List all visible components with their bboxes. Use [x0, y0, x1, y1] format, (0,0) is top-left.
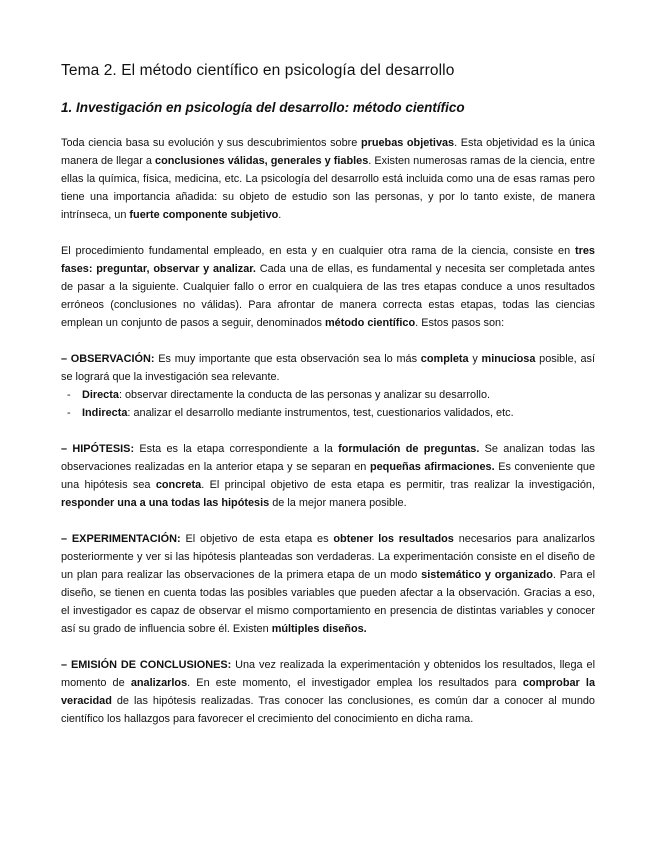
text-run: Esta es la etapa correspondiente a la [134, 443, 339, 455]
text-run: de las hipótesis realizadas. Tras conocer las conclusiones, es común dar a conocer al mundo científico los hallazgos para favorecer el crecimiento del conocimiento en dicha rama. [61, 695, 595, 725]
text-run: Toda ciencia basa su evolución y sus descubrimientos sobre [61, 137, 361, 149]
text-run: Es conveniente que una hipótesis sea [61, 461, 596, 491]
bold-text: – HIPÓTESIS: [61, 443, 135, 455]
text-run: . Esta objetividad es la única manera de llegar a [61, 137, 595, 167]
text-run: y [468, 353, 482, 365]
text-run: de la mejor manera posible. [269, 497, 407, 509]
bold-text: concreta [155, 479, 202, 491]
text-run: El procedimiento fundamental empleado, en esta y en cualquier otra rama de la ciencia, consiste en [61, 245, 576, 257]
bold-text: fuerte componente subjetivo [129, 209, 279, 221]
bold-text: – EMISIÓN DE CONCLUSIONES: [61, 659, 232, 671]
text-run: necesarios para analizarlos posteriormente y ver si las hipótesis planteadas son verdaderas. La experimentación consiste en el diseño de un plan para realizar las observaciones de la primera etapa de un modo [61, 533, 595, 581]
bold-text: – EXPERIMENTACIÓN: [61, 533, 181, 545]
bold-text: minuciosa [481, 353, 536, 365]
bold-text: formulación de preguntas. [338, 443, 480, 455]
procedure-paragraph [61, 242, 595, 332]
document-title: Tema 2. El método científico en psicología del desarrollo [61, 62, 455, 79]
bold-text: tres fases: preguntar, observar y analizar. [61, 245, 595, 275]
bold-text: múltiples diseños. [271, 623, 367, 635]
text-run: . En este momento, el investigador emplea los resultados para [187, 677, 523, 689]
bold-text: comprobar la veracidad [61, 677, 596, 707]
observation-section [61, 350, 595, 422]
text-run: Una vez realizada la experimentación y obtenidos los resultados, llega el momento de [61, 659, 595, 689]
text-run: . [278, 209, 282, 221]
bold-text: pequeñas afirmaciones. [369, 461, 495, 473]
text-run: : analizar el desarrollo mediante instrumentos, test, cuestionarios validados, etc. [127, 407, 514, 419]
bold-text: obtener los resultados [333, 533, 454, 545]
list-item-text [82, 389, 490, 401]
text-run: . Existen numerosas ramas de la ciencia, entre ellas la química, física, medicina, etc. La psicología del desarrollo está incluida como una de esas ramas pero tiene una importancia añadida: su objeto de estudio son las personas, y por lo tanto existe, de manera intrínseca, un [61, 155, 596, 221]
text-run: Es muy importante que esta observación sea lo más [154, 353, 421, 365]
text-run: Cada una de ellas, es fundamental y necesita ser completada antes de pasar a la siguiente. Cualquier fallo o error en cualquiera de las tres etapas conduce a unos resultados erróneos (conclusiones no válidas). Para afrontar de manera correcta estas etapas, todas las ciencias emplean un conjunto de pasos a seguir, denominados [61, 263, 595, 329]
hypothesis-paragraph [61, 440, 595, 512]
intro-paragraph [61, 134, 595, 224]
observation-paragraph [61, 350, 595, 386]
section-heading: 1. Investigación en psicología del desarrollo: método científico [61, 100, 465, 115]
list-item-text [82, 407, 514, 419]
bold-text: completa [420, 353, 469, 365]
text-run: . Estos pasos son: [415, 317, 505, 329]
bold-text: analizarlos [130, 677, 188, 689]
list-item [61, 404, 595, 422]
text-run: El objetivo de esta etapa es [180, 533, 334, 545]
text-run: . Para el diseño, se tienen en cuenta todas las posibles variables que pueden afectar a la observación. Gracias a eso, el investigador es capaz de observar el mismo comportamiento en presencia de distintas variables y conocer así su grado de influencia sobre él. Existen [61, 569, 596, 635]
bold-text: método científico [324, 317, 416, 329]
dash-bullet: - [67, 389, 71, 401]
text-run: . El principal objetivo de esta etapa es permitir, tras realizar la investigación, [201, 479, 595, 491]
conclusions-paragraph [61, 656, 595, 728]
bold-text: Indirecta [82, 407, 128, 419]
text-run: Se analizan todas las observaciones realizadas en la anterior etapa y se separan en [61, 443, 595, 473]
bold-text: Directa [82, 389, 119, 401]
bold-text: responder una a una todas las hipótesis [61, 497, 270, 509]
observation-list [61, 386, 595, 422]
experimentation-paragraph [61, 530, 595, 638]
text-run: : observar directamente la conducta de las personas y analizar su desarrollo. [118, 389, 491, 401]
list-item [61, 386, 595, 404]
bold-text: conclusiones válidas, generales y fiables [155, 155, 369, 167]
dash-bullet: - [67, 407, 71, 419]
bold-text: pruebas objetivas [360, 137, 455, 149]
bold-text: sistemático y organizado [421, 569, 553, 581]
bold-text: – OBSERVACIÓN: [61, 353, 155, 365]
text-run: posible, así se logrará que la investigación sea relevante. [61, 353, 595, 383]
